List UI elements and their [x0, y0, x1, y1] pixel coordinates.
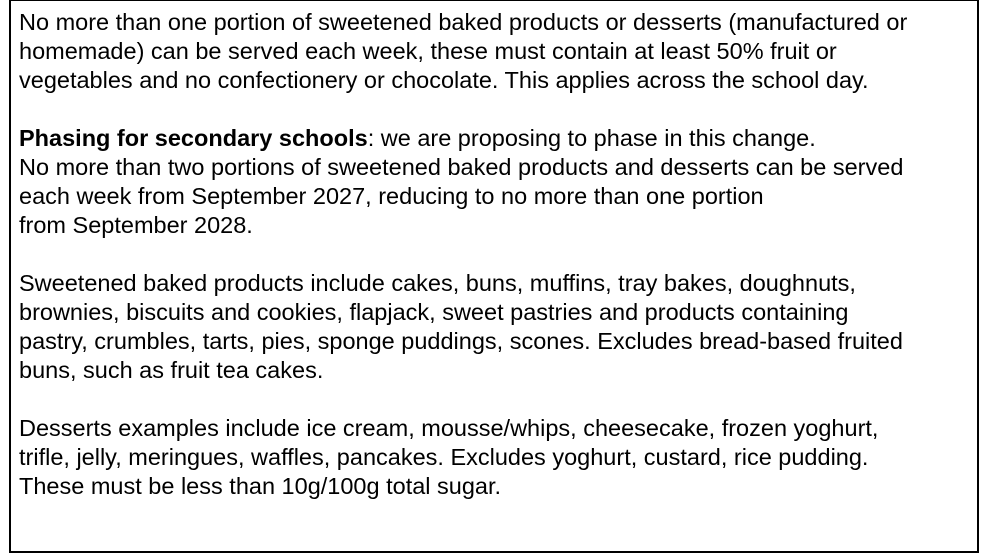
phasing-heading-line [19, 124, 974, 153]
text-line: These must be less than 10g/100g total sugar. [19, 473, 502, 499]
text-line: pastry, crumbles, tarts, pies, sponge puddings, scones. Excludes bread-based fruited [19, 328, 903, 354]
text-line: trifle, jelly, meringues, waffles, pancakes. Excludes yoghurt, custard, rice pudding. [19, 444, 869, 470]
paragraph-phasing [19, 124, 974, 240]
document-body [19, 8, 974, 530]
phasing-heading-rest: : we are proposing to phase in this change. [367, 125, 816, 151]
text-line: from September 2028. [19, 212, 253, 238]
text-line: buns, such as fruit tea cakes. [19, 357, 324, 383]
text-line: homemade) can be served each week, these must contain at least 50% fruit or [19, 38, 837, 64]
paragraph-baked-products [19, 269, 974, 385]
text-line: vegetables and no confectionery or chocolate. This applies across the school day. [19, 67, 869, 93]
text-line: No more than one portion of sweetened baked products or desserts (manufactured or [19, 9, 908, 35]
text-line: Sweetened baked products include cakes, buns, muffins, tray bakes, doughnuts, [19, 270, 856, 296]
paragraph-desserts [19, 414, 974, 501]
text-line: Desserts examples include ice cream, mousse/whips, cheesecake, frozen yoghurt, [19, 415, 879, 441]
phasing-heading: Phasing for secondary schools [19, 125, 368, 151]
text-line: No more than two portions of sweetened baked products and desserts can be served [19, 154, 904, 180]
text-line: each week from September 2027, reducing to no more than one portion [19, 183, 764, 209]
paragraph-portion-limit [19, 8, 974, 95]
text-line: brownies, biscuits and cookies, flapjack, sweet pastries and products containing [19, 299, 849, 325]
